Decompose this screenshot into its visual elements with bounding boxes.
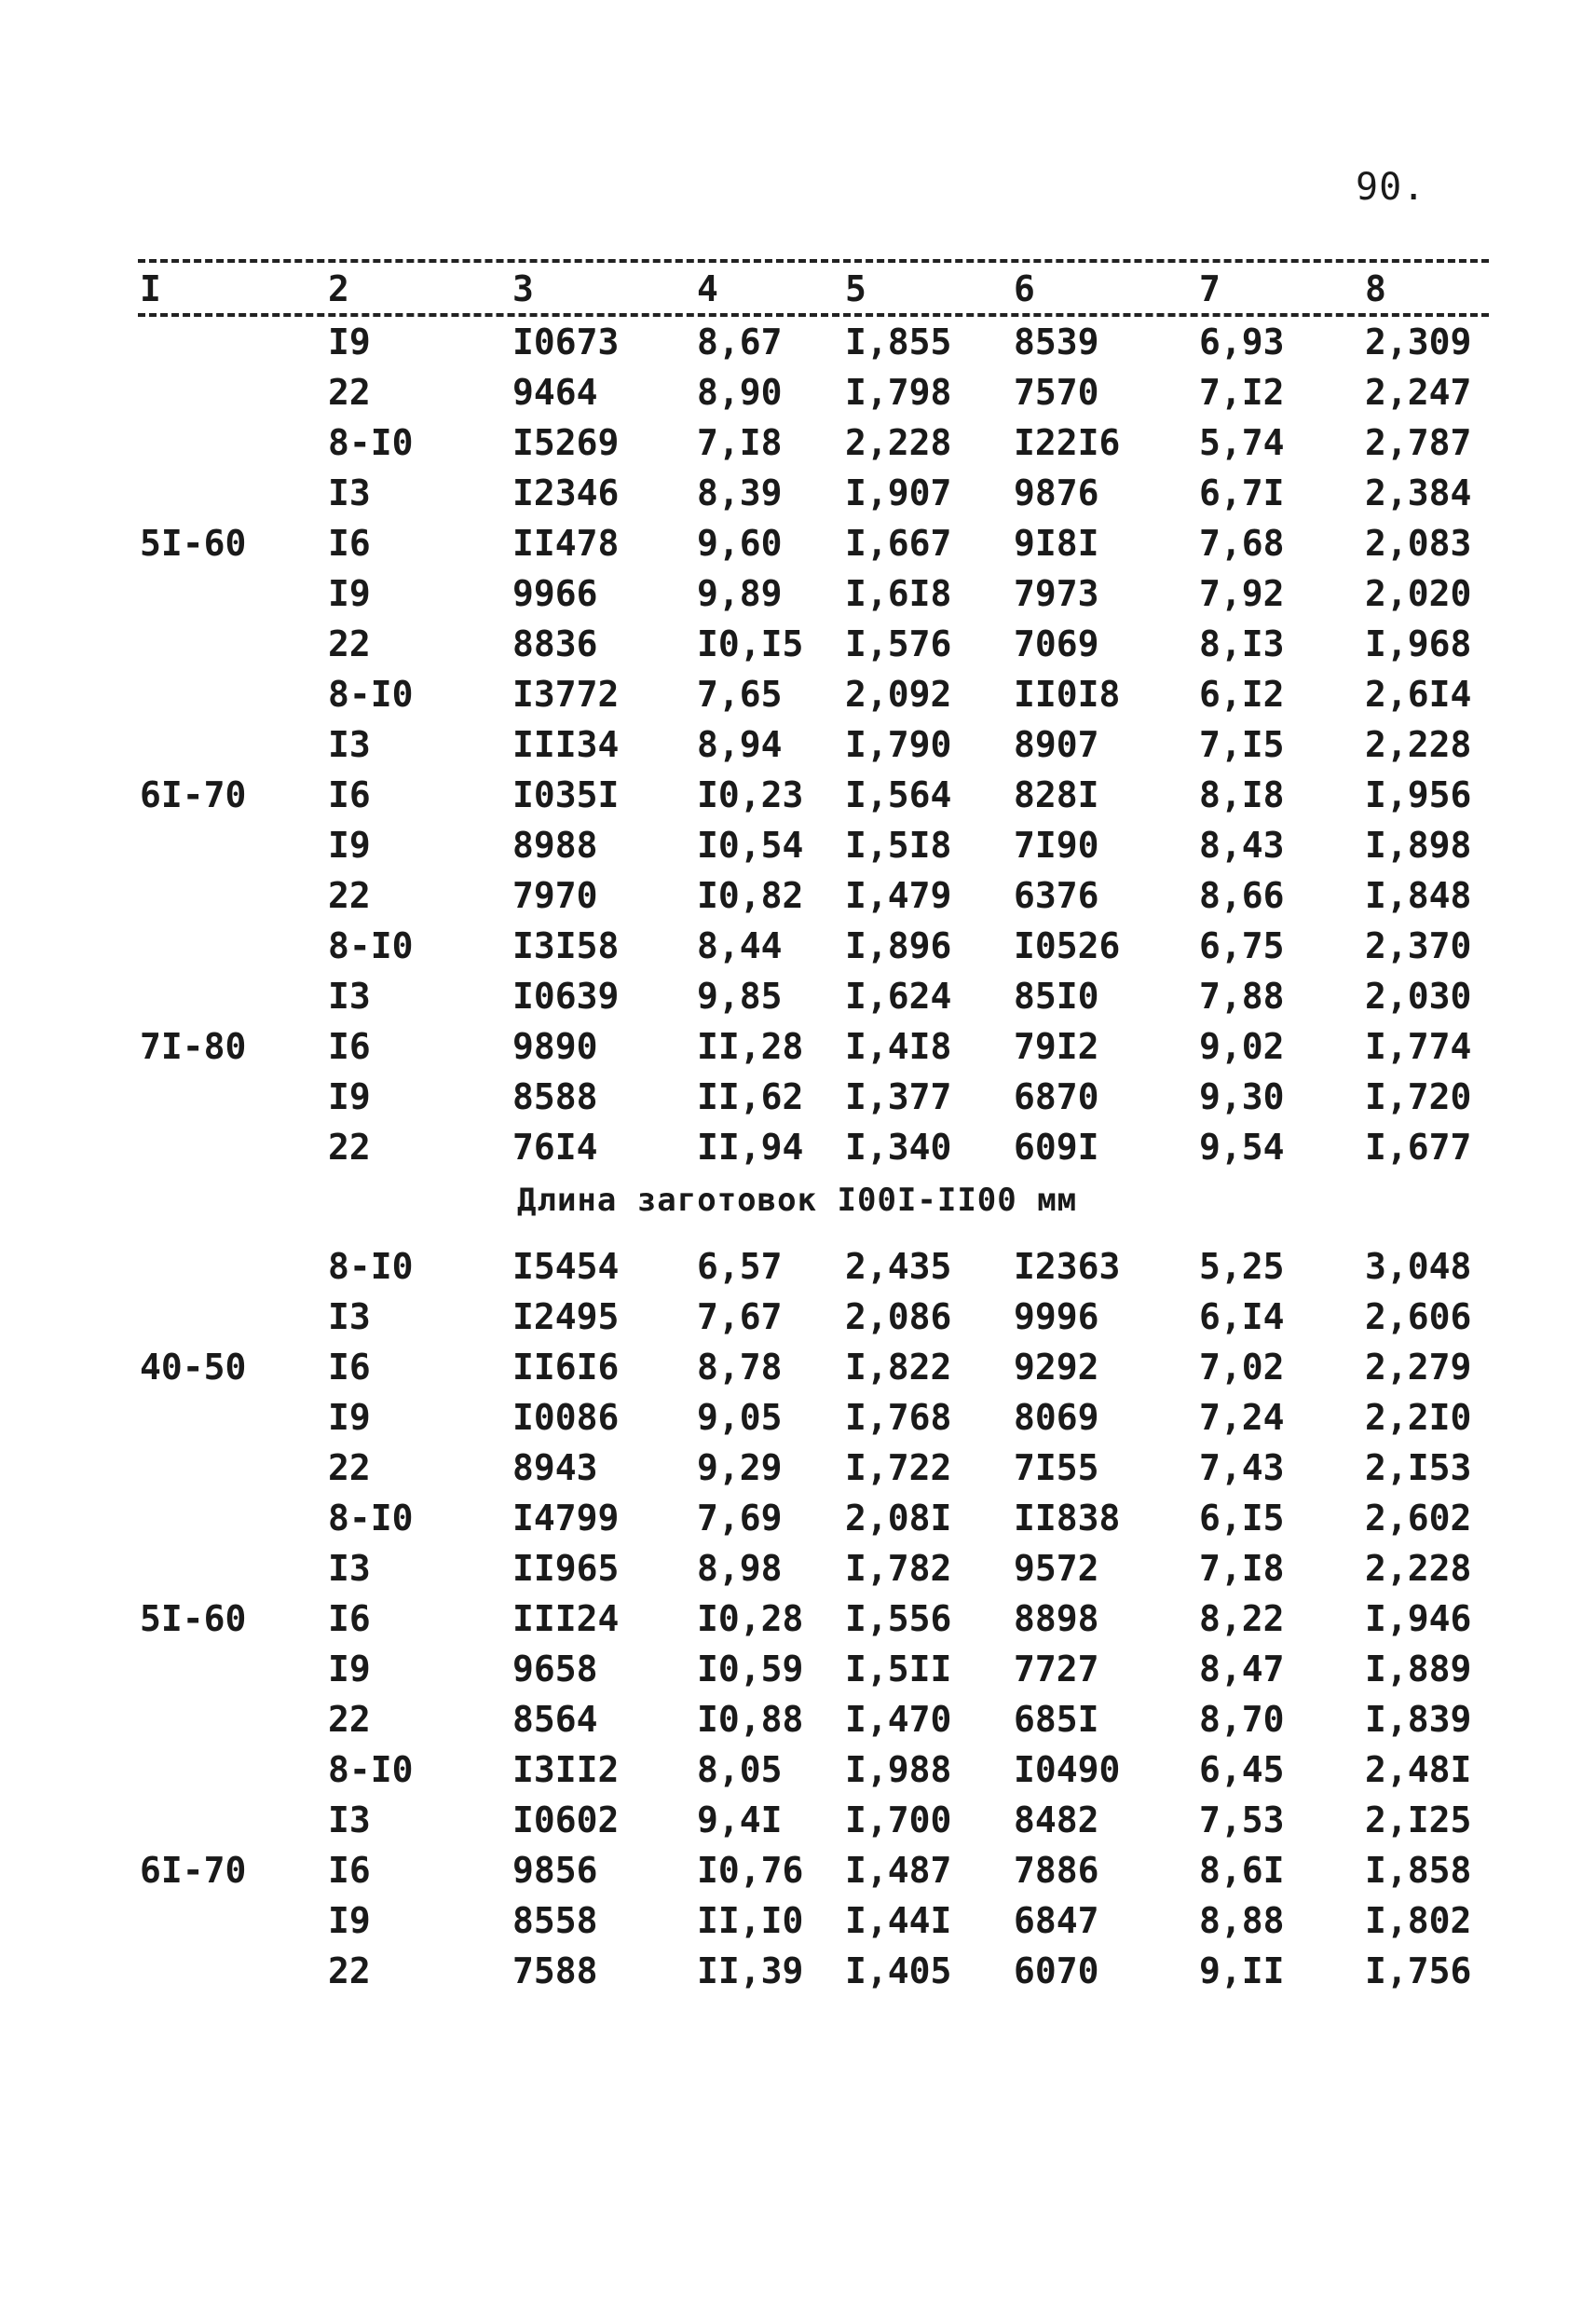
table-cell-col-2: I9 bbox=[328, 825, 371, 866]
table-cell-col-3: I3II2 bbox=[512, 1749, 620, 1790]
table-cell-col-5: I,624 bbox=[845, 976, 952, 1017]
table-row bbox=[0, 417, 1596, 468]
table-cell-col-7: 7,I2 bbox=[1199, 372, 1285, 413]
table-cell-col-6: 7727 bbox=[1014, 1648, 1099, 1690]
table-cell-col-2: 8-I0 bbox=[328, 1246, 414, 1287]
table-cell-col-6: 8069 bbox=[1014, 1397, 1099, 1438]
table-cell-col-1: 6I-70 bbox=[140, 1850, 247, 1891]
table-cell-col-4: I0,23 bbox=[697, 774, 804, 815]
table-cell-col-8: 2,309 bbox=[1365, 321, 1472, 363]
column-header-6: 6 bbox=[1014, 268, 1035, 309]
table-cell-col-8: 2,083 bbox=[1365, 523, 1472, 564]
table-cell-col-3: 7588 bbox=[512, 1950, 598, 1991]
table-cell-col-4: 7,I8 bbox=[697, 422, 783, 463]
table-cell-col-2: I6 bbox=[328, 1598, 371, 1639]
table-cell-col-5: I,822 bbox=[845, 1347, 952, 1388]
column-header-4: 4 bbox=[697, 268, 718, 309]
table-cell-col-7: 9,54 bbox=[1199, 1127, 1285, 1168]
table-cell-col-6: 9572 bbox=[1014, 1548, 1099, 1589]
table-cell-col-3: I0639 bbox=[512, 976, 620, 1017]
table-cell-col-4: 8,05 bbox=[697, 1749, 783, 1790]
table-cell-col-6: 6847 bbox=[1014, 1900, 1099, 1941]
table-cell-col-5: 2,08I bbox=[845, 1498, 952, 1539]
table-cell-col-2: 22 bbox=[328, 1127, 371, 1168]
table-row bbox=[0, 1594, 1596, 1644]
table-cell-col-3: 9658 bbox=[512, 1648, 598, 1690]
table-row bbox=[0, 317, 1596, 367]
table-cell-col-7: 8,I3 bbox=[1199, 623, 1285, 664]
table-cell-col-6: 9I8I bbox=[1014, 523, 1099, 564]
table-cell-col-2: I3 bbox=[328, 1548, 371, 1589]
table-cell-col-5: I,6I8 bbox=[845, 573, 952, 614]
table-cell-col-6: 7069 bbox=[1014, 623, 1099, 664]
table-cell-col-5: I,5II bbox=[845, 1648, 952, 1690]
table-cell-col-8: 2,370 bbox=[1365, 925, 1472, 966]
table-cell-col-3: I3I58 bbox=[512, 925, 620, 966]
table-cell-col-5: 2,228 bbox=[845, 422, 952, 463]
table-cell-col-1: 40-50 bbox=[140, 1347, 247, 1388]
table-cell-col-5: I,470 bbox=[845, 1699, 952, 1740]
table-cell-col-5: I,44I bbox=[845, 1900, 952, 1941]
table-cell-col-3: 8558 bbox=[512, 1900, 598, 1941]
table-cell-col-6: I0526 bbox=[1014, 925, 1121, 966]
table-cell-col-2: 22 bbox=[328, 1447, 371, 1488]
table-row bbox=[0, 619, 1596, 669]
table-cell-col-6: II0I8 bbox=[1014, 674, 1121, 715]
page-number: 90. bbox=[1356, 166, 1426, 209]
table-cell-col-3: I5269 bbox=[512, 422, 620, 463]
table-cell-col-4: I0,76 bbox=[697, 1850, 804, 1891]
table-cell-col-7: 6,75 bbox=[1199, 925, 1285, 966]
table-cell-col-5: I,340 bbox=[845, 1127, 952, 1168]
table-cell-col-2: I9 bbox=[328, 1900, 371, 1941]
table-cell-col-8: I,946 bbox=[1365, 1598, 1472, 1639]
table-cell-col-8: 2,2I0 bbox=[1365, 1397, 1472, 1438]
table-row bbox=[0, 1241, 1596, 1292]
table-row bbox=[0, 1072, 1596, 1122]
table-cell-col-5: I,576 bbox=[845, 623, 952, 664]
table-cell-col-7: 6,93 bbox=[1199, 321, 1285, 363]
table-cell-col-4: II,94 bbox=[697, 1127, 804, 1168]
table-cell-col-7: 7,I8 bbox=[1199, 1548, 1285, 1589]
table-cell-col-3: II965 bbox=[512, 1548, 620, 1589]
table-cell-col-3: I035I bbox=[512, 774, 620, 815]
table-cell-col-7: 8,I8 bbox=[1199, 774, 1285, 815]
table-cell-col-2: I3 bbox=[328, 976, 371, 1017]
table-cell-col-2: I6 bbox=[328, 1347, 371, 1388]
table-cell-col-5: 2,092 bbox=[845, 674, 952, 715]
table-cell-col-8: 2,602 bbox=[1365, 1498, 1472, 1539]
table-cell-col-6: 7973 bbox=[1014, 573, 1099, 614]
table-row bbox=[0, 971, 1596, 1021]
table-cell-col-7: 7,02 bbox=[1199, 1347, 1285, 1388]
table-cell-col-6: 9996 bbox=[1014, 1296, 1099, 1337]
table-cell-col-1: 6I-70 bbox=[140, 774, 247, 815]
table-cell-col-4: 9,29 bbox=[697, 1447, 783, 1488]
table-cell-col-6: 7I90 bbox=[1014, 825, 1099, 866]
table-cell-col-3: 8943 bbox=[512, 1447, 598, 1488]
table-top-rule bbox=[138, 259, 1489, 263]
table-cell-col-6: 8907 bbox=[1014, 724, 1099, 765]
table-cell-col-4: 7,65 bbox=[697, 674, 783, 715]
table-cell-col-2: I3 bbox=[328, 1296, 371, 1337]
table-cell-col-6: 609I bbox=[1014, 1127, 1099, 1168]
table-cell-col-4: 9,60 bbox=[697, 523, 783, 564]
column-header-row bbox=[0, 268, 1596, 311]
table-cell-col-2: 8-I0 bbox=[328, 1498, 414, 1539]
table-cell-col-6: I2363 bbox=[1014, 1246, 1121, 1287]
table-cell-col-4: 9,85 bbox=[697, 976, 783, 1017]
table-cell-col-4: 6,57 bbox=[697, 1246, 783, 1287]
table-cell-col-7: 9,II bbox=[1199, 1950, 1285, 1991]
table-cell-col-7: 6,I2 bbox=[1199, 674, 1285, 715]
table-cell-col-5: I,798 bbox=[845, 372, 952, 413]
table-cell-col-8: I,720 bbox=[1365, 1076, 1472, 1117]
table-cell-col-4: 8,44 bbox=[697, 925, 783, 966]
table-cell-col-8: 2,030 bbox=[1365, 976, 1472, 1017]
table-cell-col-5: I,5I8 bbox=[845, 825, 952, 866]
column-header-5: 5 bbox=[845, 268, 866, 309]
table-cell-col-7: 8,47 bbox=[1199, 1648, 1285, 1690]
table-cell-col-8: I,756 bbox=[1365, 1950, 1472, 1991]
table-cell-col-4: I0,I5 bbox=[697, 623, 804, 664]
table-cell-col-8: 2,020 bbox=[1365, 573, 1472, 614]
table-cell-col-8: 2,247 bbox=[1365, 372, 1472, 413]
table-cell-col-3: I2495 bbox=[512, 1296, 620, 1337]
table-cell-col-5: I,405 bbox=[845, 1950, 952, 1991]
table-row bbox=[0, 820, 1596, 870]
table-cell-col-2: I9 bbox=[328, 1648, 371, 1690]
table-cell-col-6: 7I55 bbox=[1014, 1447, 1099, 1488]
table-cell-col-3: 9856 bbox=[512, 1850, 598, 1891]
table-cell-col-3: 8836 bbox=[512, 623, 598, 664]
table-cell-col-2: 8-I0 bbox=[328, 674, 414, 715]
table-cell-col-8: 2,384 bbox=[1365, 472, 1472, 513]
table-cell-col-4: II,I0 bbox=[697, 1900, 804, 1941]
table-cell-col-4: II,39 bbox=[697, 1950, 804, 1991]
table-cell-col-7: 9,02 bbox=[1199, 1026, 1285, 1067]
table-cell-col-6: I0490 bbox=[1014, 1749, 1121, 1790]
table-cell-col-7: 7,68 bbox=[1199, 523, 1285, 564]
table-cell-col-8: I,889 bbox=[1365, 1648, 1472, 1690]
table-cell-col-7: 6,I5 bbox=[1199, 1498, 1285, 1539]
table-cell-col-2: I6 bbox=[328, 1850, 371, 1891]
table-cell-col-2: I9 bbox=[328, 1397, 371, 1438]
column-header-7: 7 bbox=[1199, 268, 1221, 309]
table-cell-col-5: I,487 bbox=[845, 1850, 952, 1891]
table-row bbox=[0, 1493, 1596, 1543]
table-cell-col-6: 8482 bbox=[1014, 1799, 1099, 1840]
table-row bbox=[0, 1292, 1596, 1342]
table-cell-col-4: I0,88 bbox=[697, 1699, 804, 1740]
table-cell-col-2: I3 bbox=[328, 472, 371, 513]
table-cell-col-7: 8,88 bbox=[1199, 1900, 1285, 1941]
table-cell-col-3: I0602 bbox=[512, 1799, 620, 1840]
table-cell-col-6: I22I6 bbox=[1014, 422, 1121, 463]
table-cell-col-8: 2,228 bbox=[1365, 724, 1472, 765]
table-cell-col-2: 22 bbox=[328, 875, 371, 916]
table-cell-col-8: I,848 bbox=[1365, 875, 1472, 916]
column-header-1: I bbox=[140, 268, 161, 309]
table-cell-col-4: 8,78 bbox=[697, 1347, 783, 1388]
table-row bbox=[0, 568, 1596, 619]
table-row bbox=[0, 1543, 1596, 1594]
table-cell-col-7: 5,25 bbox=[1199, 1246, 1285, 1287]
table-cell-col-2: I3 bbox=[328, 724, 371, 765]
table-cell-col-3: I5454 bbox=[512, 1246, 620, 1287]
table-row bbox=[0, 1744, 1596, 1795]
table-row bbox=[0, 719, 1596, 770]
table-row bbox=[0, 1795, 1596, 1845]
table-cell-col-5: I,855 bbox=[845, 321, 952, 363]
table-cell-col-6: 6070 bbox=[1014, 1950, 1099, 1991]
table-cell-col-8: 2,228 bbox=[1365, 1548, 1472, 1589]
table-block-a bbox=[0, 317, 1596, 1172]
table-row bbox=[0, 1946, 1596, 1996]
table-cell-col-6: 85I0 bbox=[1014, 976, 1099, 1017]
table-cell-col-4: I0,28 bbox=[697, 1598, 804, 1639]
table-cell-col-7: 6,I4 bbox=[1199, 1296, 1285, 1337]
table-cell-col-4: 8,67 bbox=[697, 321, 783, 363]
table-cell-col-5: I,907 bbox=[845, 472, 952, 513]
table-cell-col-3: I3772 bbox=[512, 674, 620, 715]
table-cell-col-3: 8564 bbox=[512, 1699, 598, 1740]
table-cell-col-8: 2,279 bbox=[1365, 1347, 1472, 1388]
table-cell-col-1: 7I-80 bbox=[140, 1026, 247, 1067]
table-cell-col-6: II838 bbox=[1014, 1498, 1121, 1539]
table-cell-col-5: I,768 bbox=[845, 1397, 952, 1438]
table-row bbox=[0, 468, 1596, 518]
table-cell-col-7: 7,24 bbox=[1199, 1397, 1285, 1438]
table-cell-col-5: I,556 bbox=[845, 1598, 952, 1639]
table-cell-col-5: I,667 bbox=[845, 523, 952, 564]
table-block-b bbox=[0, 1241, 1596, 1996]
table-cell-col-3: 76I4 bbox=[512, 1127, 598, 1168]
table-cell-col-5: I,377 bbox=[845, 1076, 952, 1117]
table-cell-col-7: 7,43 bbox=[1199, 1447, 1285, 1488]
table-cell-col-8: I,839 bbox=[1365, 1699, 1472, 1740]
table-cell-col-8: 2,48I bbox=[1365, 1749, 1472, 1790]
table-cell-col-5: I,896 bbox=[845, 925, 952, 966]
table-cell-col-7: 9,30 bbox=[1199, 1076, 1285, 1117]
column-header-8: 8 bbox=[1365, 268, 1386, 309]
table-cell-col-2: I6 bbox=[328, 523, 371, 564]
table-row bbox=[0, 1443, 1596, 1493]
table-cell-col-2: 22 bbox=[328, 623, 371, 664]
table-cell-col-5: I,479 bbox=[845, 875, 952, 916]
column-header-2: 2 bbox=[328, 268, 349, 309]
table-row bbox=[0, 1694, 1596, 1744]
table-cell-col-7: 7,53 bbox=[1199, 1799, 1285, 1840]
table-cell-col-8: I,858 bbox=[1365, 1850, 1472, 1891]
table-cell-col-4: 9,4I bbox=[697, 1799, 783, 1840]
table-cell-col-2: I6 bbox=[328, 774, 371, 815]
table-cell-col-7: 5,74 bbox=[1199, 422, 1285, 463]
table-cell-col-3: 8588 bbox=[512, 1076, 598, 1117]
table-cell-col-2: 8-I0 bbox=[328, 925, 414, 966]
table-cell-col-3: 7970 bbox=[512, 875, 598, 916]
table-cell-col-4: 8,90 bbox=[697, 372, 783, 413]
table-cell-col-5: I,782 bbox=[845, 1548, 952, 1589]
table-cell-col-4: 9,05 bbox=[697, 1397, 783, 1438]
table-cell-col-4: 9,89 bbox=[697, 573, 783, 614]
table-cell-col-2: I3 bbox=[328, 1799, 371, 1840]
table-cell-col-8: 3,048 bbox=[1365, 1246, 1472, 1287]
table-cell-col-7: 7,92 bbox=[1199, 573, 1285, 614]
table-row bbox=[0, 770, 1596, 820]
table-row bbox=[0, 1895, 1596, 1946]
table-cell-col-5: 2,435 bbox=[845, 1246, 952, 1287]
table-cell-col-3: 8988 bbox=[512, 825, 598, 866]
table-cell-col-6: 7570 bbox=[1014, 372, 1099, 413]
table-cell-col-2: 8-I0 bbox=[328, 422, 414, 463]
table-cell-col-6: 7886 bbox=[1014, 1850, 1099, 1891]
table-cell-col-8: 2,787 bbox=[1365, 422, 1472, 463]
table-row bbox=[0, 669, 1596, 719]
table-cell-col-8: I,898 bbox=[1365, 825, 1472, 866]
table-cell-col-6: 8898 bbox=[1014, 1598, 1099, 1639]
table-cell-col-3: I4799 bbox=[512, 1498, 620, 1539]
table-cell-col-2: 22 bbox=[328, 1950, 371, 1991]
table-cell-col-2: I9 bbox=[328, 573, 371, 614]
table-cell-col-7: 6,45 bbox=[1199, 1749, 1285, 1790]
table-cell-col-3: I0086 bbox=[512, 1397, 620, 1438]
table-cell-col-1: 5I-60 bbox=[140, 1598, 247, 1639]
table-cell-col-6: 8539 bbox=[1014, 321, 1099, 363]
table-row bbox=[0, 921, 1596, 971]
table-cell-col-6: 685I bbox=[1014, 1699, 1099, 1740]
table-cell-col-7: 7,88 bbox=[1199, 976, 1285, 1017]
table-cell-col-4: I0,54 bbox=[697, 825, 804, 866]
table-cell-col-4: 8,98 bbox=[697, 1548, 783, 1589]
table-cell-col-4: 7,67 bbox=[697, 1296, 783, 1337]
table-cell-col-6: 6376 bbox=[1014, 875, 1099, 916]
table-cell-col-8: I,956 bbox=[1365, 774, 1472, 815]
table-cell-col-8: 2,I25 bbox=[1365, 1799, 1472, 1840]
table-cell-col-3: I2346 bbox=[512, 472, 620, 513]
table-row bbox=[0, 1392, 1596, 1443]
table-cell-col-1: 5I-60 bbox=[140, 523, 247, 564]
table-row bbox=[0, 518, 1596, 568]
table-cell-col-2: I6 bbox=[328, 1026, 371, 1067]
table-cell-col-6: 6870 bbox=[1014, 1076, 1099, 1117]
table-cell-col-6: 828I bbox=[1014, 774, 1099, 815]
table-cell-col-7: 8,6I bbox=[1199, 1850, 1285, 1891]
table-cell-col-7: 8,43 bbox=[1199, 825, 1285, 866]
table-row bbox=[0, 1342, 1596, 1392]
table-cell-col-2: 22 bbox=[328, 372, 371, 413]
table-cell-col-6: 9876 bbox=[1014, 472, 1099, 513]
table-cell-col-7: 7,I5 bbox=[1199, 724, 1285, 765]
table-cell-col-7: 8,22 bbox=[1199, 1598, 1285, 1639]
table-cell-col-7: 8,70 bbox=[1199, 1699, 1285, 1740]
table-cell-col-7: 6,7I bbox=[1199, 472, 1285, 513]
table-cell-col-5: I,700 bbox=[845, 1799, 952, 1840]
table-cell-col-8: I,774 bbox=[1365, 1026, 1472, 1067]
table-cell-col-3: I0673 bbox=[512, 321, 620, 363]
table-cell-col-4: 8,39 bbox=[697, 472, 783, 513]
table-cell-col-8: I,802 bbox=[1365, 1900, 1472, 1941]
table-cell-col-5: I,4I8 bbox=[845, 1026, 952, 1067]
table-cell-col-4: II,28 bbox=[697, 1026, 804, 1067]
table-row bbox=[0, 1644, 1596, 1694]
table-cell-col-4: I0,82 bbox=[697, 875, 804, 916]
table-cell-col-5: I,790 bbox=[845, 724, 952, 765]
table-row bbox=[0, 1122, 1596, 1172]
table-row bbox=[0, 870, 1596, 921]
table-cell-col-8: 2,6I4 bbox=[1365, 674, 1472, 715]
table-cell-col-2: 8-I0 bbox=[328, 1749, 414, 1790]
table-cell-col-5: 2,086 bbox=[845, 1296, 952, 1337]
table-cell-col-3: 9966 bbox=[512, 573, 598, 614]
table-row bbox=[0, 1845, 1596, 1895]
table-cell-col-8: I,677 bbox=[1365, 1127, 1472, 1168]
table-cell-col-8: I,968 bbox=[1365, 623, 1472, 664]
table-cell-col-6: 79I2 bbox=[1014, 1026, 1099, 1067]
table-cell-col-3: 9890 bbox=[512, 1026, 598, 1067]
table-cell-col-3: II478 bbox=[512, 523, 620, 564]
table-cell-col-5: I,722 bbox=[845, 1447, 952, 1488]
table-cell-col-7: 8,66 bbox=[1199, 875, 1285, 916]
table-cell-col-3: 9464 bbox=[512, 372, 598, 413]
table-row bbox=[0, 367, 1596, 417]
table-cell-col-4: 7,69 bbox=[697, 1498, 783, 1539]
table-cell-col-3: II6I6 bbox=[512, 1347, 620, 1388]
column-header-3: 3 bbox=[512, 268, 534, 309]
table-row bbox=[0, 1021, 1596, 1072]
table-cell-col-8: 2,I53 bbox=[1365, 1447, 1472, 1488]
table-cell-col-4: I0,59 bbox=[697, 1648, 804, 1690]
table-cell-col-6: 9292 bbox=[1014, 1347, 1099, 1388]
table-cell-col-8: 2,606 bbox=[1365, 1296, 1472, 1337]
table-cell-col-4: II,62 bbox=[697, 1076, 804, 1117]
table-cell-col-4: 8,94 bbox=[697, 724, 783, 765]
section-title: Длина заготовок I00I-II00 мм bbox=[517, 1182, 1078, 1219]
table-cell-col-2: 22 bbox=[328, 1699, 371, 1740]
table-cell-col-3: III34 bbox=[512, 724, 620, 765]
table-cell-col-3: III24 bbox=[512, 1598, 620, 1639]
table-cell-col-5: I,988 bbox=[845, 1749, 952, 1790]
table-cell-col-5: I,564 bbox=[845, 774, 952, 815]
table-cell-col-2: I9 bbox=[328, 1076, 371, 1117]
table-cell-col-2: I9 bbox=[328, 321, 371, 363]
